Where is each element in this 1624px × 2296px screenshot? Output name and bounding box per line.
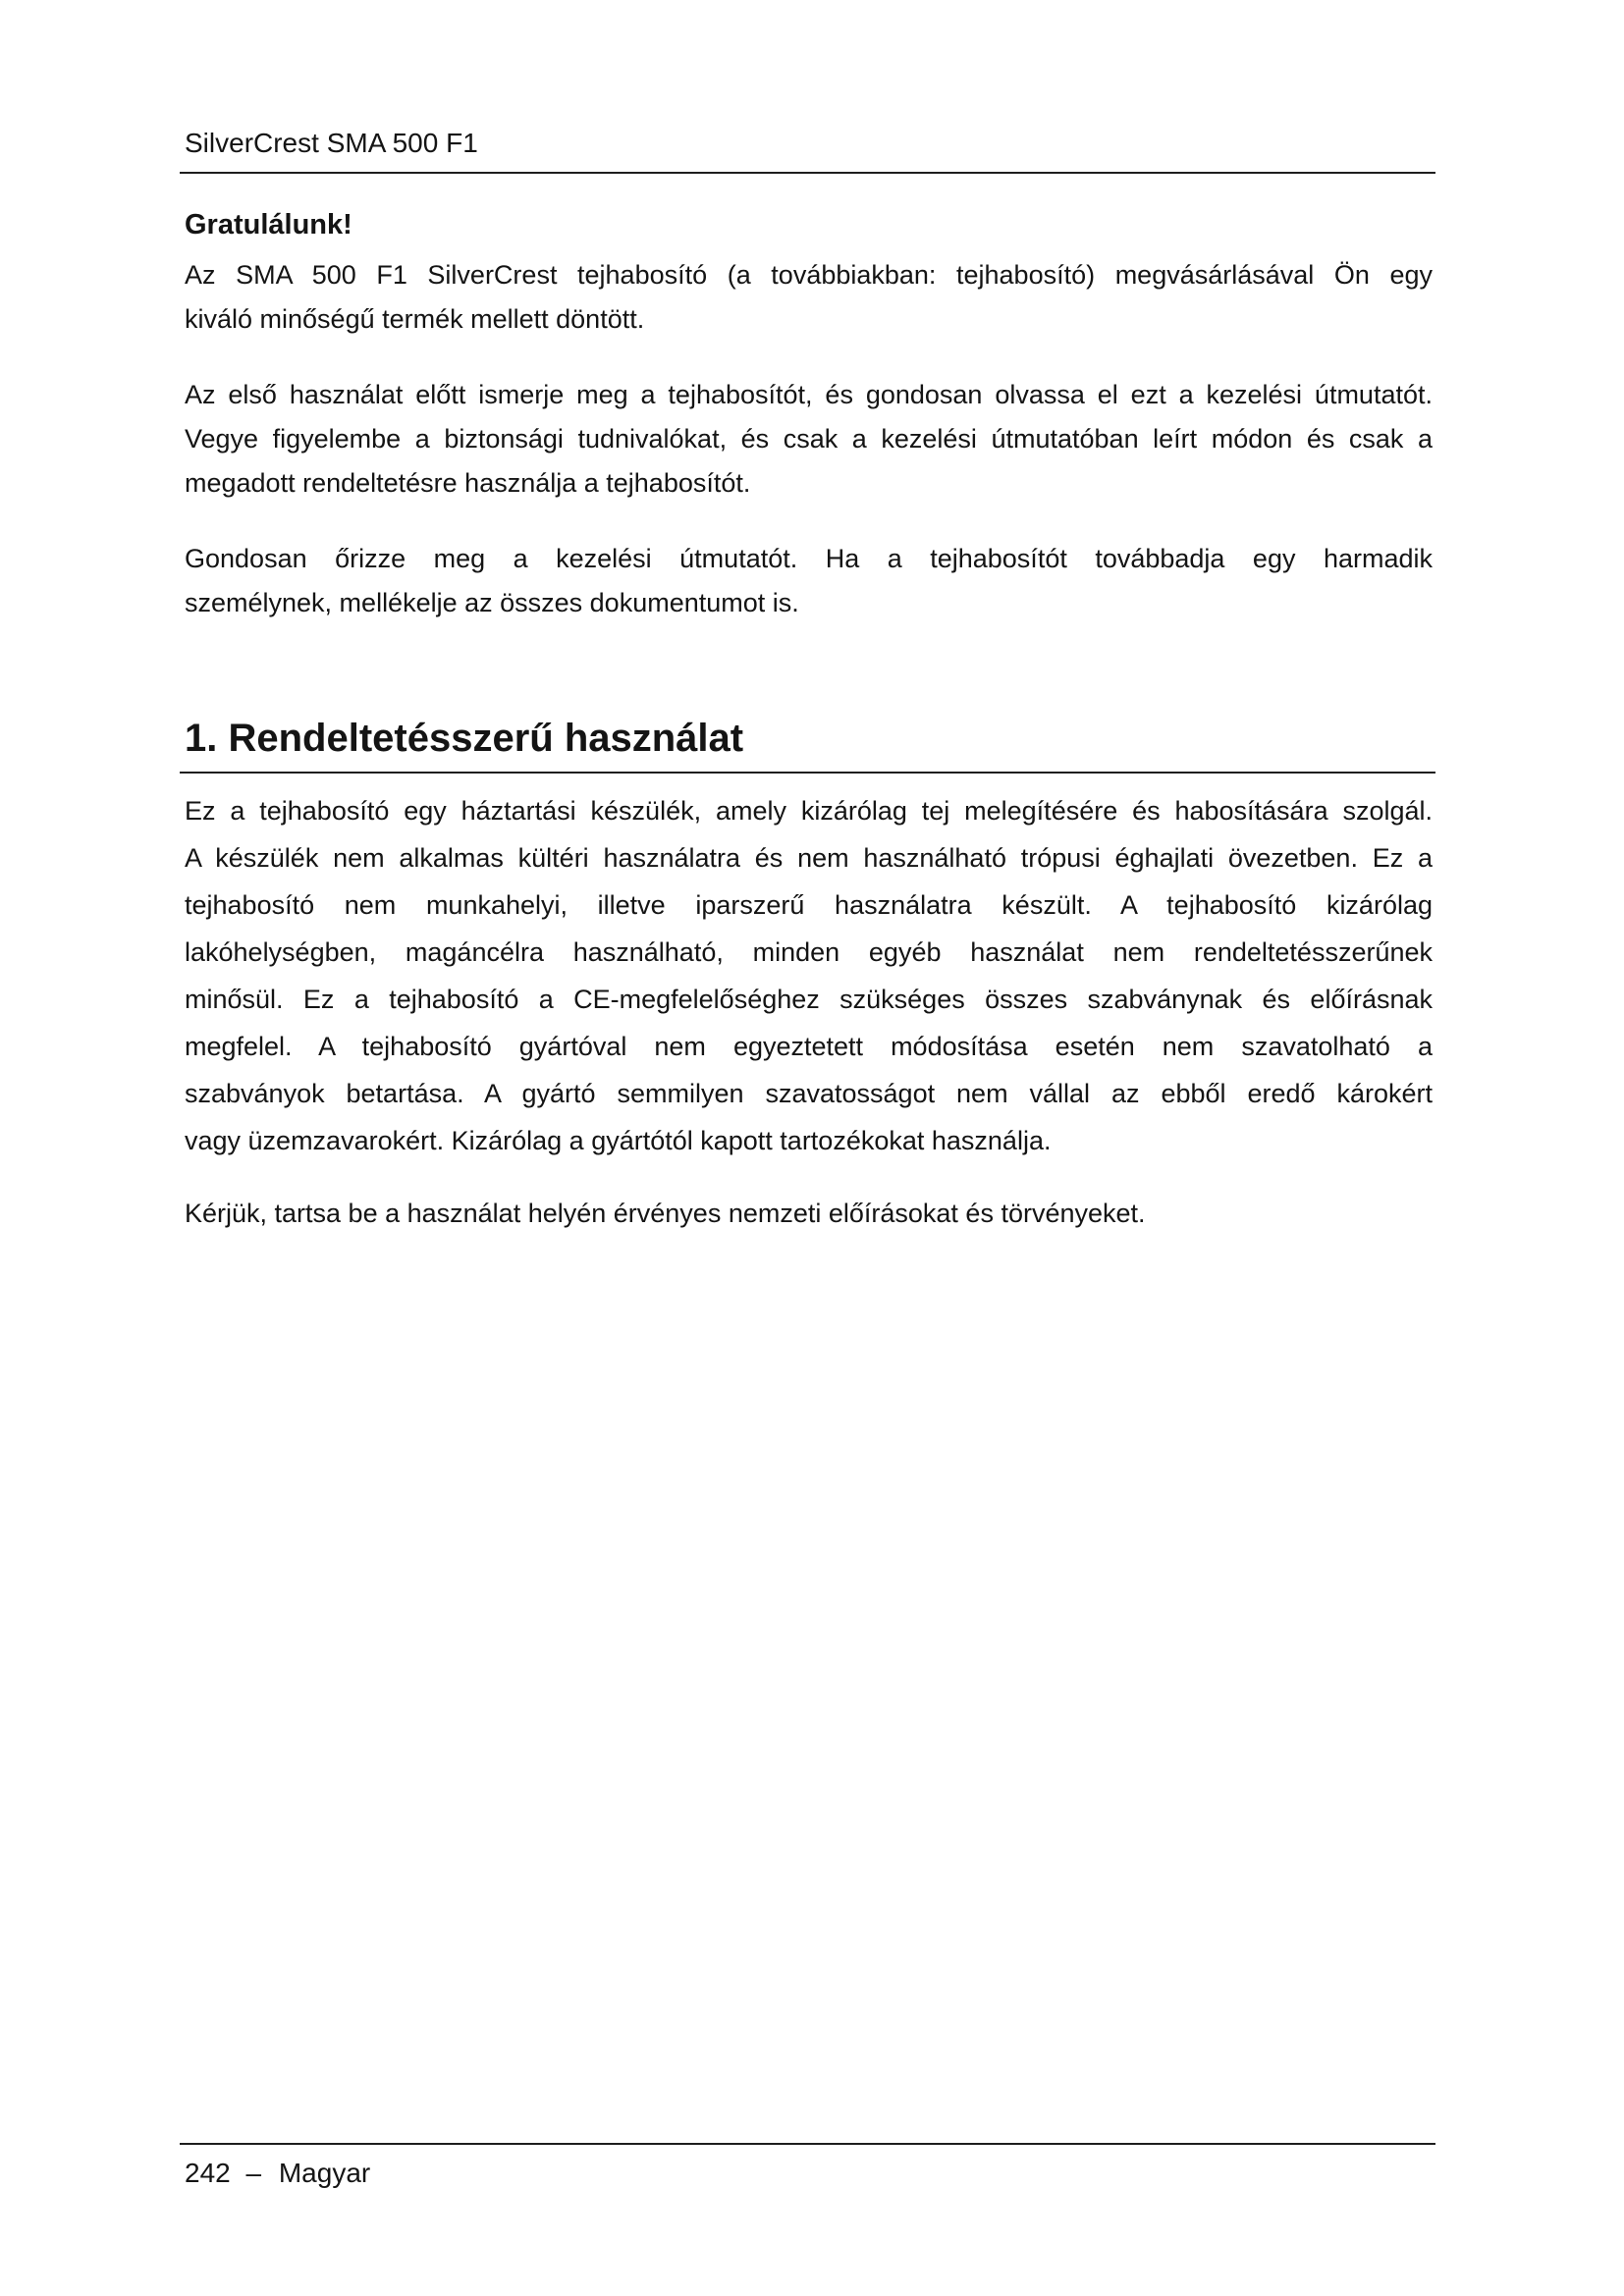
- paragraph-line: Kérjük, tartsa be a használat helyén érvényes nemzeti előírásokat és törvényeket.: [185, 1199, 1146, 1228]
- page-footer: [185, 2154, 370, 2193]
- footer-language: Magyar: [278, 2158, 371, 2188]
- paragraph-line: lakóhelységben, magáncélra használható, minden egyéb használat nem rendeltetésszerűnek: [185, 937, 1433, 967]
- page-number: 242: [185, 2158, 231, 2188]
- paragraph-line: megadott rendeltetésre használja a tejhabosítót.: [185, 468, 751, 498]
- paragraph-line: Ez a tejhabosító egy háztartási készülék, amely kizárólag tej melegítésére és habosítására szolgál.: [185, 796, 1433, 826]
- intro-paragraph: [185, 373, 1433, 506]
- section-heading-rule: [180, 772, 1435, 774]
- intro-paragraph: [185, 253, 1433, 342]
- paragraph-line: Az SMA 500 F1 SilverCrest tejhabosító (a továbbiakban: tejhabosító) megvásárlásával Ön egy: [185, 260, 1433, 290]
- section-paragraph: [185, 1190, 1433, 1237]
- paragraph-line: megfelel. A tejhabosító gyártóval nem egyeztetett módosítása esetén nem szavatolható a: [185, 1032, 1433, 1061]
- intro-section: [185, 203, 1433, 657]
- header-rule: [180, 172, 1435, 174]
- running-header-title: SilverCrest SMA 500 F1: [185, 128, 478, 158]
- footer-rule: [180, 2143, 1435, 2145]
- footer-separator: –: [245, 2158, 262, 2188]
- section-heading: 1. Rendeltetésszerű használat: [185, 717, 744, 760]
- paragraph-line: vagy üzemzavarokért. Kizárólag a gyártótól kapott tartozékokat használja.: [185, 1126, 1052, 1155]
- paragraph-line: Gondosan őrizze meg a kezelési útmutatót. Ha a tejhabosítót továbbadja egy harmadik: [185, 544, 1433, 573]
- intro-paragraph: [185, 537, 1433, 625]
- paragraph-line: személynek, mellékelje az összes dokumentumot is.: [185, 588, 799, 617]
- paragraph-line: tejhabosító nem munkahelyi, illetve iparszerű használatra készült. A tejhabosító kizárólag: [185, 890, 1433, 920]
- paragraph-line: kiváló minőségű termék mellett döntött.: [185, 304, 645, 334]
- paragraph-line: minősül. Ez a tejhabosító a CE-megfelelőséghez szükséges összes szabványnak és előírásnak: [185, 985, 1433, 1014]
- paragraph-line: Vegye figyelembe a biztonsági tudnivalókat, és csak a kezelési útmutatóban leírt módon és csak a: [185, 424, 1433, 454]
- section-body: [185, 787, 1433, 1262]
- paragraph-line: A készülék nem alkalmas kültéri használatra és nem használható trópusi éghajlati övezetben. Ez a: [185, 843, 1433, 873]
- paragraph-line: Az első használat előtt ismerje meg a tejhabosítót, és gondosan olvassa el ezt a kezelési útmutatót.: [185, 380, 1433, 409]
- paragraph-line: szabványok betartása. A gyártó semmilyen szavatosságot nem vállal az ebből eredő károkért: [185, 1079, 1433, 1108]
- section-paragraph: [185, 787, 1433, 1164]
- intro-heading: Gratulálunk!: [185, 209, 352, 240]
